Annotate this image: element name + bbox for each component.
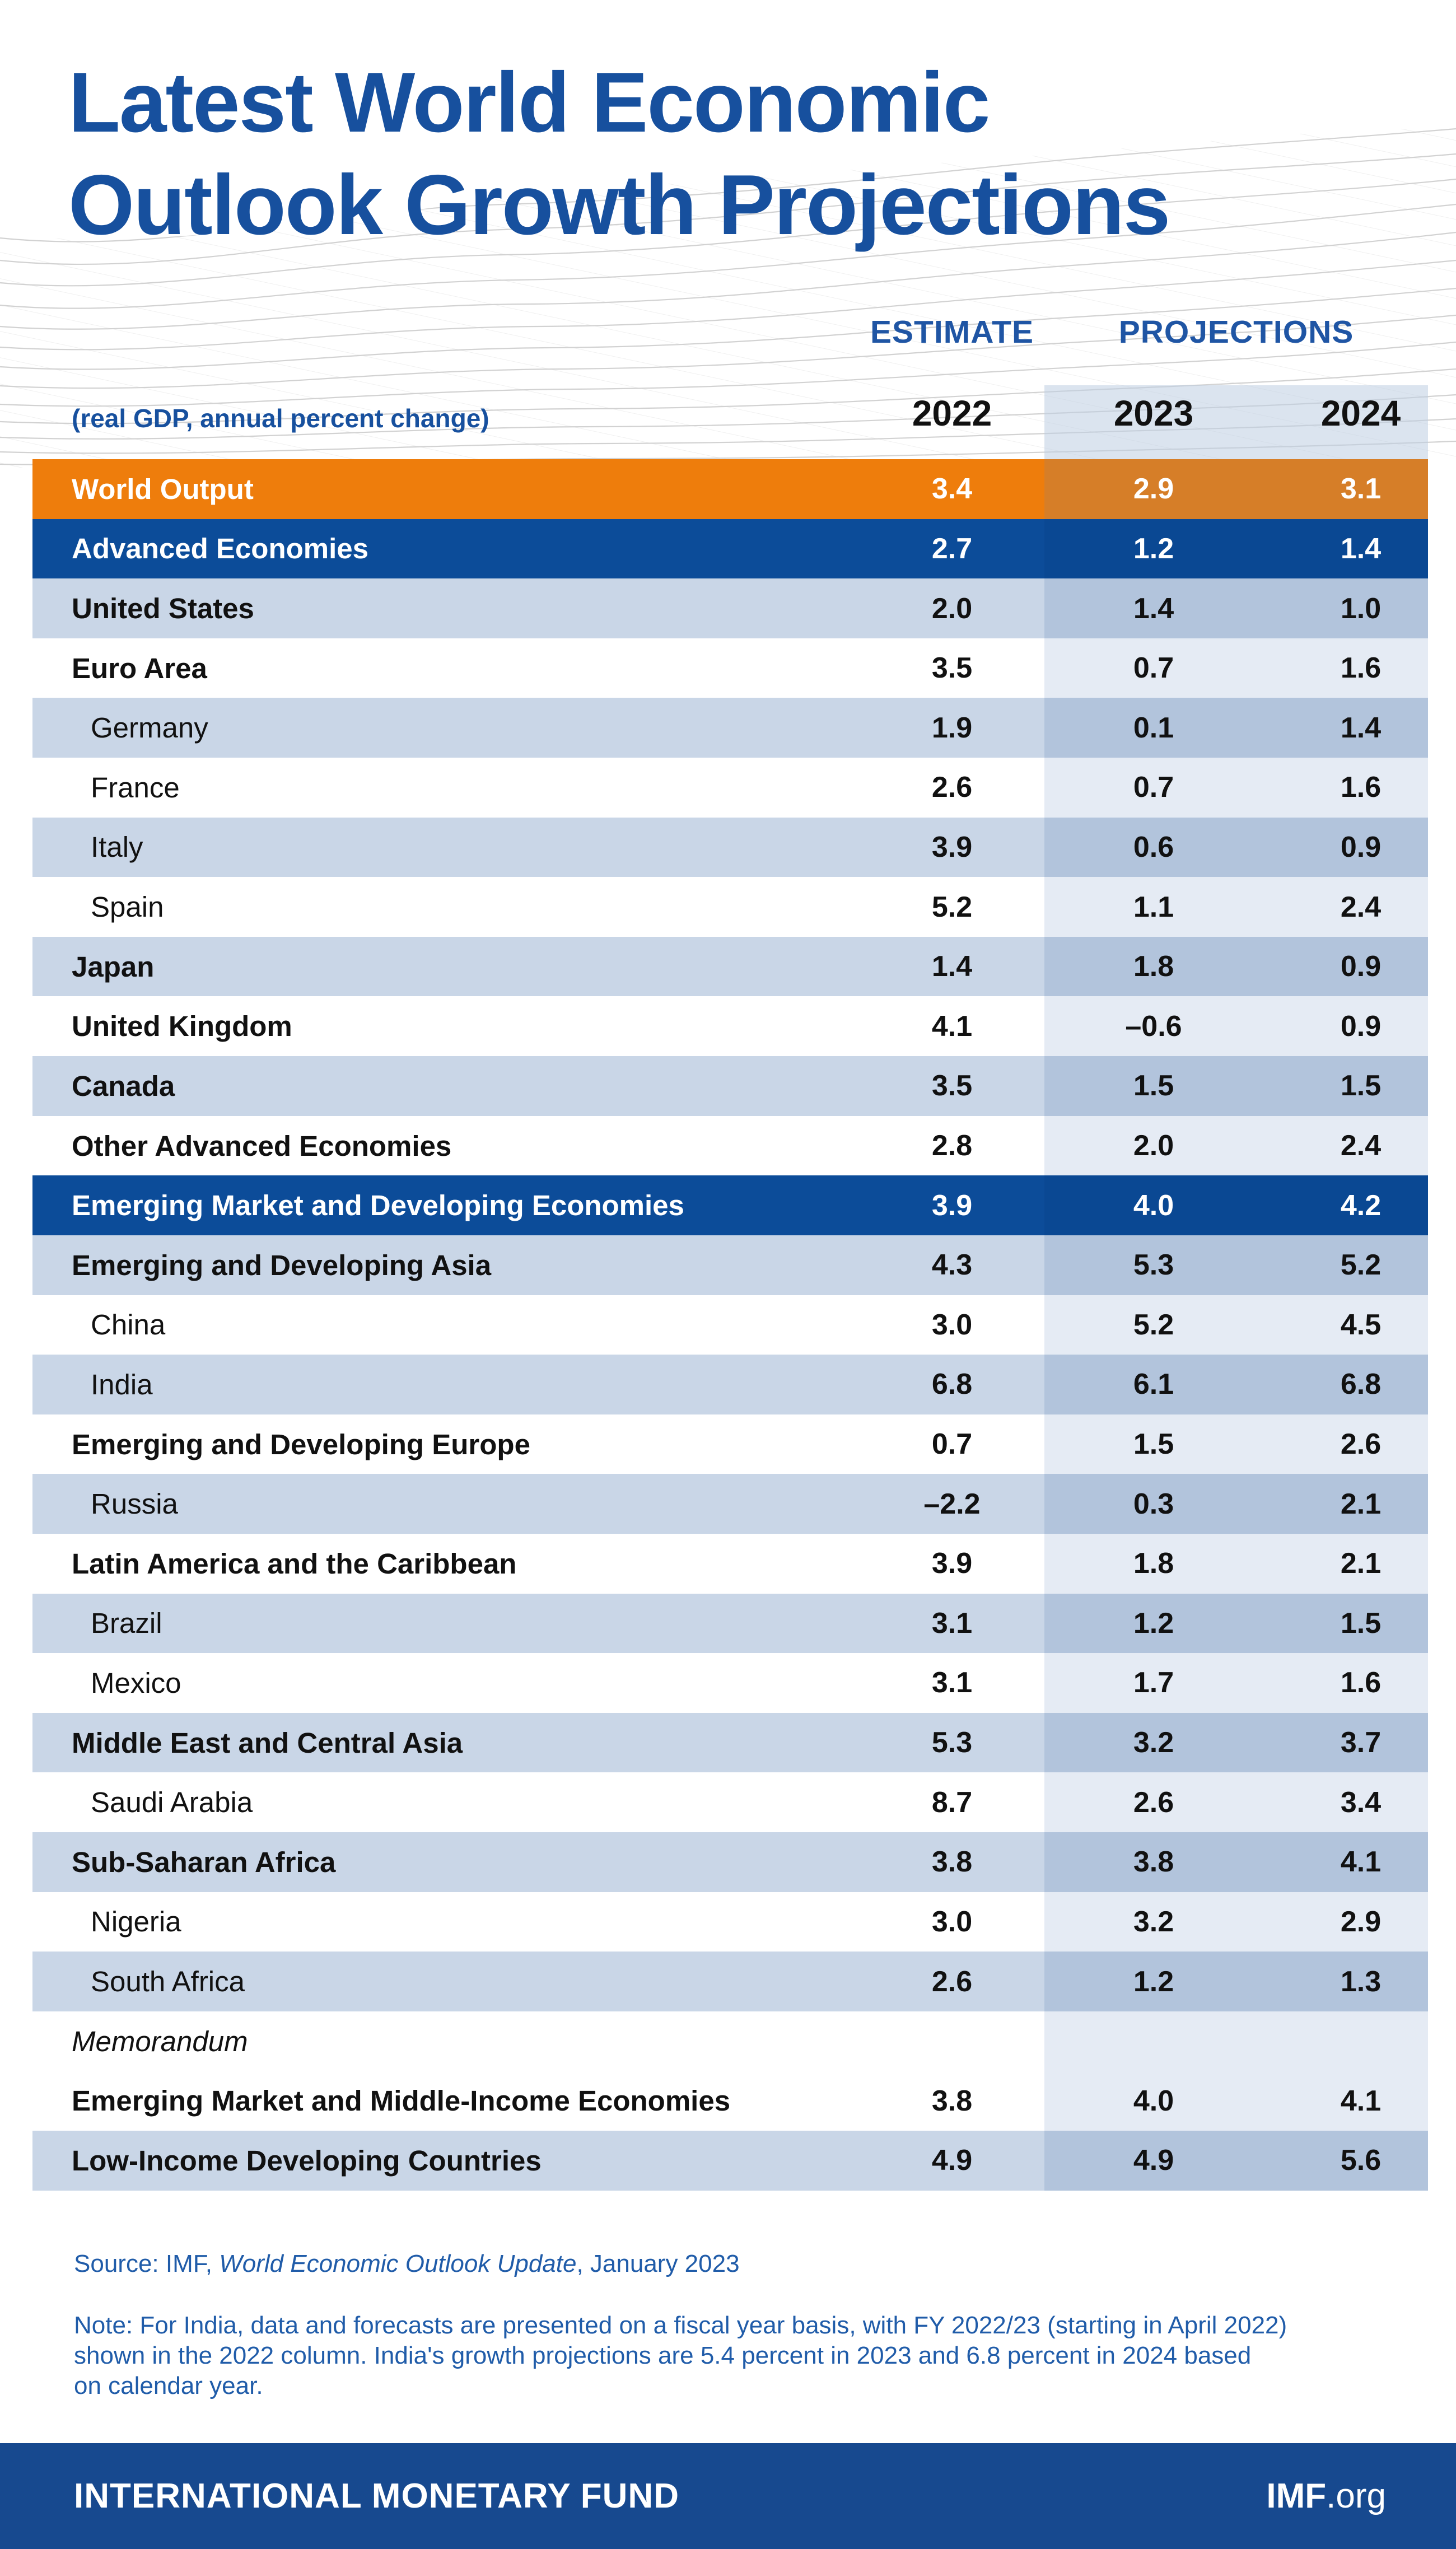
- row-label: United States: [72, 592, 254, 625]
- value-2022: 3.8: [931, 1846, 973, 1879]
- row-label: Mexico: [91, 1666, 181, 1699]
- row-label: Germany: [91, 712, 208, 744]
- value-2024: 5.2: [1340, 1249, 1382, 1282]
- value-2024: 1.4: [1340, 711, 1382, 744]
- value-2023: 1.5: [1133, 1070, 1174, 1103]
- value-2022: [868, 2011, 1036, 2071]
- value-2023: [1070, 2011, 1238, 2071]
- row-label: Euro Area: [72, 652, 207, 684]
- value-2023: 3.2: [1133, 1905, 1174, 1938]
- table-row: [32, 1594, 1428, 1654]
- row-label: Emerging and Developing Europe: [72, 1428, 530, 1460]
- table-row: [32, 1235, 1428, 1295]
- value-2023: 0.7: [1133, 771, 1174, 804]
- table-row: [32, 519, 1428, 579]
- value-2024: 0.9: [1340, 830, 1382, 863]
- table-row: [32, 1295, 1428, 1355]
- value-2022: 2.6: [931, 771, 973, 804]
- value-2023: 1.8: [1133, 950, 1174, 983]
- value-2022: 2.6: [931, 1965, 973, 1998]
- value-2024: 1.5: [1340, 1070, 1382, 1103]
- value-2023: 1.2: [1133, 1965, 1174, 1998]
- value-2022: 2.0: [931, 592, 973, 625]
- value-2024: 2.1: [1340, 1487, 1382, 1520]
- footer-website-org: .org: [1326, 2477, 1386, 2515]
- footer-bar: [0, 2443, 1456, 2549]
- value-2023: 0.7: [1133, 652, 1174, 685]
- value-2022: 3.0: [931, 1905, 973, 1938]
- row-label: Spain: [91, 891, 164, 923]
- note-line3: on calendar year.: [74, 2372, 263, 2399]
- note-line2: shown in the 2022 column. India's growth projections are 5.4 percent in 2023 and 6.8 percent in 2024 based: [74, 2342, 1252, 2369]
- value-2023: 0.1: [1133, 711, 1174, 744]
- value-2022: 3.9: [931, 1547, 973, 1580]
- table-row: [32, 2071, 1428, 2131]
- value-2023: 2.0: [1133, 1129, 1174, 1162]
- column-header-2023: 2023: [1113, 393, 1194, 433]
- row-label: China: [91, 1309, 166, 1341]
- value-2022: 4.9: [931, 2144, 973, 2177]
- table-row: [32, 1474, 1428, 1534]
- value-2023: 4.0: [1133, 2084, 1174, 2117]
- table-row: [32, 578, 1428, 638]
- estimate-column-header: ESTIMATE: [870, 314, 1034, 350]
- value-2023: 1.1: [1133, 890, 1174, 923]
- value-2024: 0.9: [1340, 1010, 1382, 1043]
- value-2024: 1.4: [1340, 532, 1382, 565]
- page-title: [68, 52, 1169, 256]
- value-2024: [1277, 2011, 1445, 2071]
- value-2023: 4.0: [1133, 1189, 1174, 1222]
- value-2023: 0.6: [1133, 830, 1174, 863]
- value-2024: 4.1: [1340, 1846, 1382, 1879]
- value-2023: 6.1: [1133, 1368, 1174, 1401]
- table-subtitle: (real GDP, annual percent change): [72, 404, 489, 433]
- footer-website: [1266, 2476, 1386, 2516]
- value-2023: 5.2: [1133, 1308, 1174, 1341]
- value-2022: 1.9: [931, 711, 973, 744]
- row-label: Japan: [72, 950, 155, 983]
- value-2023: 2.9: [1133, 473, 1174, 506]
- value-2023: 0.3: [1133, 1487, 1174, 1520]
- note-line1: Note: For India, data and forecasts are presented on a fiscal year basis, with FY 2022/23 (starting in April 2022): [74, 2312, 1287, 2339]
- row-label: Russia: [91, 1488, 178, 1520]
- value-2022: 3.9: [931, 1189, 973, 1222]
- value-2022: 3.1: [931, 1607, 973, 1640]
- row-label: World Output: [72, 473, 254, 505]
- value-2024: 1.0: [1340, 592, 1382, 625]
- value-2022: 3.5: [931, 652, 973, 685]
- table-row: [32, 1116, 1428, 1176]
- value-2022: 5.2: [931, 890, 973, 923]
- table-row: [32, 1175, 1428, 1235]
- value-2024: 2.6: [1340, 1428, 1382, 1461]
- row-label: Italy: [91, 831, 143, 863]
- value-2022: 4.3: [931, 1249, 973, 1282]
- value-2022: 2.8: [931, 1129, 973, 1162]
- row-label: United Kingdom: [72, 1010, 292, 1043]
- row-label: South Africa: [91, 1966, 245, 1998]
- source-line: [74, 2250, 740, 2278]
- value-2024: 4.2: [1340, 1189, 1382, 1222]
- value-2022: –2.2: [923, 1487, 981, 1520]
- value-2024: 2.4: [1340, 1129, 1382, 1162]
- value-2024: 6.8: [1340, 1368, 1382, 1401]
- source-publication: World Economic Outlook Update: [219, 2250, 577, 2277]
- projections-column-header: PROJECTIONS: [1118, 314, 1354, 350]
- value-2023: 4.9: [1133, 2144, 1174, 2177]
- value-2022: 3.1: [931, 1666, 973, 1700]
- value-2022: 2.7: [931, 532, 973, 565]
- value-2024: 3.4: [1340, 1786, 1382, 1819]
- row-label: Advanced Economies: [72, 533, 368, 565]
- column-header-2024: 2024: [1320, 393, 1401, 433]
- table-row: [32, 818, 1428, 877]
- value-2023: 2.6: [1133, 1786, 1174, 1819]
- row-label: Sub-Saharan Africa: [72, 1846, 336, 1878]
- value-2022: 1.4: [931, 950, 973, 983]
- row-label: India: [91, 1368, 153, 1400]
- value-2022: 3.5: [931, 1070, 973, 1103]
- value-2022: 6.8: [931, 1368, 973, 1401]
- table-row: [32, 937, 1428, 997]
- row-label: Emerging Market and Developing Economies: [72, 1189, 684, 1222]
- row-label: Memorandum: [72, 2025, 248, 2057]
- value-2023: 3.2: [1133, 1726, 1174, 1759]
- value-2023: 1.5: [1133, 1428, 1174, 1461]
- table-row: [32, 1952, 1428, 2011]
- table-row: [32, 1534, 1428, 1594]
- value-2024: 1.3: [1340, 1965, 1382, 1998]
- row-label: Emerging and Developing Asia: [72, 1249, 492, 1281]
- value-2022: 5.3: [931, 1726, 973, 1759]
- table-row: [32, 1653, 1428, 1713]
- page-title-line1: Latest World Economic: [68, 55, 990, 150]
- table-row: [32, 698, 1428, 758]
- value-2023: 3.8: [1133, 1846, 1174, 1879]
- table-row: [32, 1056, 1428, 1116]
- value-2023: 1.4: [1133, 592, 1174, 625]
- value-2023: 1.2: [1133, 532, 1174, 565]
- footer-org-name: INTERNATIONAL MONETARY FUND: [74, 2477, 679, 2515]
- row-label: Other Advanced Economies: [72, 1129, 452, 1162]
- value-2024: 3.7: [1340, 1726, 1382, 1759]
- value-2024: 4.5: [1340, 1308, 1382, 1341]
- value-2023: 1.2: [1133, 1607, 1174, 1640]
- value-2024: 2.9: [1340, 1905, 1382, 1938]
- value-2024: 1.6: [1340, 1666, 1382, 1700]
- table-row: [32, 1832, 1428, 1892]
- row-label: Low-Income Developing Countries: [72, 2144, 542, 2177]
- value-2024: 2.4: [1340, 890, 1382, 923]
- page-title-line2: Outlook Growth Projections: [68, 157, 1170, 253]
- value-2022: 3.4: [931, 473, 973, 506]
- value-2022: 3.8: [931, 2084, 973, 2117]
- growth-projections-table: [32, 459, 1428, 2191]
- table-row: [32, 2011, 1428, 2071]
- table-row: [32, 459, 1428, 519]
- value-2024: 1.6: [1340, 771, 1382, 804]
- table-row: [32, 638, 1428, 698]
- value-2022: 3.9: [931, 830, 973, 863]
- value-2024: 0.9: [1340, 950, 1382, 983]
- value-2023: 1.8: [1133, 1547, 1174, 1580]
- row-label: Middle East and Central Asia: [72, 1726, 463, 1759]
- row-label: Nigeria: [91, 1906, 181, 1938]
- source-suffix: , January 2023: [576, 2250, 740, 2277]
- footer-website-imf: IMF: [1266, 2477, 1327, 2515]
- value-2022: 0.7: [931, 1428, 973, 1461]
- table-row: [32, 1713, 1428, 1773]
- table-row: [32, 1772, 1428, 1832]
- value-2024: 5.6: [1340, 2144, 1382, 2177]
- value-2024: 4.1: [1340, 2084, 1382, 2117]
- value-2023: –0.6: [1125, 1010, 1182, 1043]
- table-row: [32, 758, 1428, 818]
- value-2022: 8.7: [931, 1786, 973, 1819]
- table-row: [32, 1892, 1428, 1952]
- row-label: Canada: [72, 1070, 175, 1102]
- row-label: Brazil: [91, 1607, 162, 1640]
- value-2023: 5.3: [1133, 1249, 1174, 1282]
- value-2024: 3.1: [1340, 473, 1382, 506]
- source-prefix: Source: IMF,: [74, 2250, 220, 2277]
- value-2024: 1.6: [1340, 652, 1382, 685]
- value-2022: 4.1: [931, 1010, 973, 1043]
- row-label: Emerging Market and Middle-Income Economies: [72, 2085, 731, 2117]
- value-2024: 2.1: [1340, 1547, 1382, 1580]
- value-2022: 3.0: [931, 1308, 973, 1341]
- row-label: Latin America and the Caribbean: [72, 1547, 517, 1580]
- table-row: [32, 2131, 1428, 2191]
- note-block: [74, 2310, 1287, 2401]
- row-label: France: [91, 771, 180, 804]
- value-2023: 1.7: [1133, 1666, 1174, 1700]
- table-row: [32, 877, 1428, 937]
- column-header-2022: 2022: [912, 393, 992, 433]
- value-2024: 1.5: [1340, 1607, 1382, 1640]
- table-row: [32, 1355, 1428, 1414]
- table-row: [32, 1414, 1428, 1474]
- table-row: [32, 996, 1428, 1056]
- row-label: Saudi Arabia: [91, 1786, 253, 1819]
